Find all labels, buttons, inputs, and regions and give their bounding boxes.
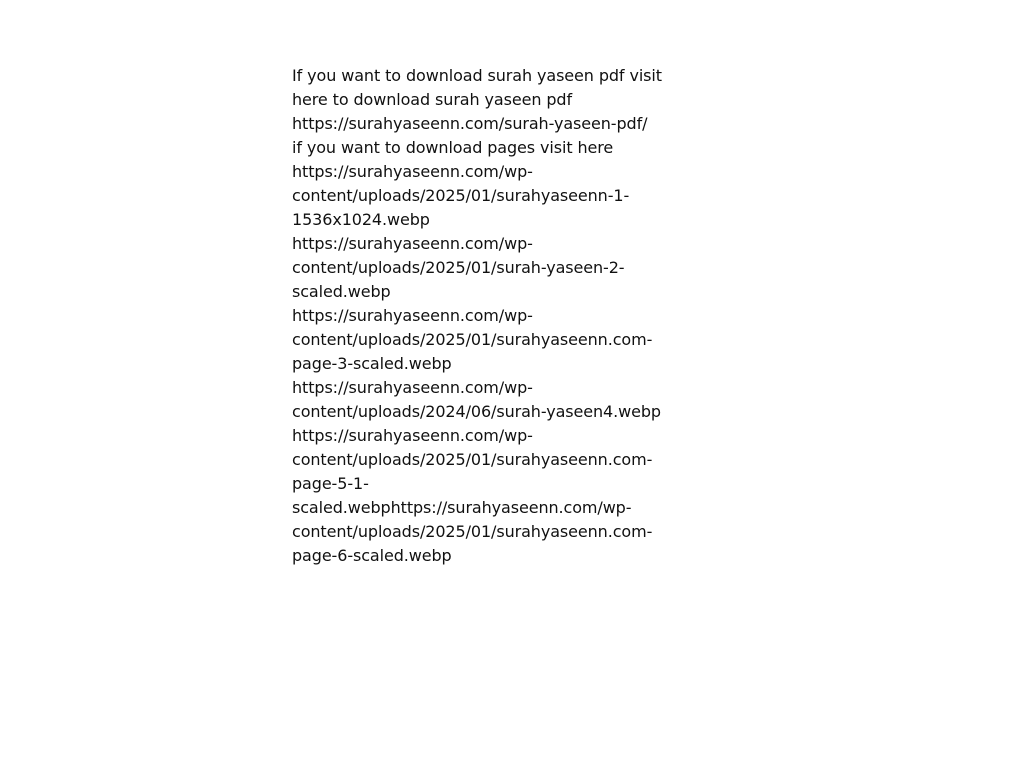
text-line: If you want to download surah yaseen pdf visit <box>292 66 662 85</box>
url-line: https://surahyaseenn.com/wp- <box>292 306 533 325</box>
url-line: https://surahyaseenn.com/wp- <box>292 426 533 445</box>
url-line: content/uploads/2025/01/surahyaseenn.com- <box>292 522 653 541</box>
url-line: scaled.webphttps://surahyaseenn.com/wp- <box>292 498 632 517</box>
url-line: content/uploads/2025/01/surahyaseenn.com- <box>292 330 653 349</box>
url-line: scaled.webp <box>292 282 391 301</box>
url-line: 1536x1024.webp <box>292 210 430 229</box>
url-line: content/uploads/2025/01/surah-yaseen-2- <box>292 258 625 277</box>
url-line: content/uploads/2025/01/surahyaseenn-1- <box>292 186 630 205</box>
url-line: page-6-scaled.webp <box>292 546 452 565</box>
url-line: content/uploads/2025/01/surahyaseenn.com- <box>292 450 653 469</box>
url-line: https://surahyaseenn.com/wp- <box>292 234 533 253</box>
text-block <box>292 64 712 568</box>
url-line: page-5-1- <box>292 474 369 493</box>
url-line: https://surahyaseenn.com/surah-yaseen-pdf/ <box>292 114 648 133</box>
url-line: page-3-scaled.webp <box>292 354 452 373</box>
text-line: here to download surah yaseen pdf <box>292 90 572 109</box>
text-line: if you want to download pages visit here <box>292 138 614 157</box>
url-line: https://surahyaseenn.com/wp- <box>292 378 533 397</box>
url-line: https://surahyaseenn.com/wp- <box>292 162 533 181</box>
url-line: content/uploads/2024/06/surah-yaseen4.webp <box>292 402 661 421</box>
